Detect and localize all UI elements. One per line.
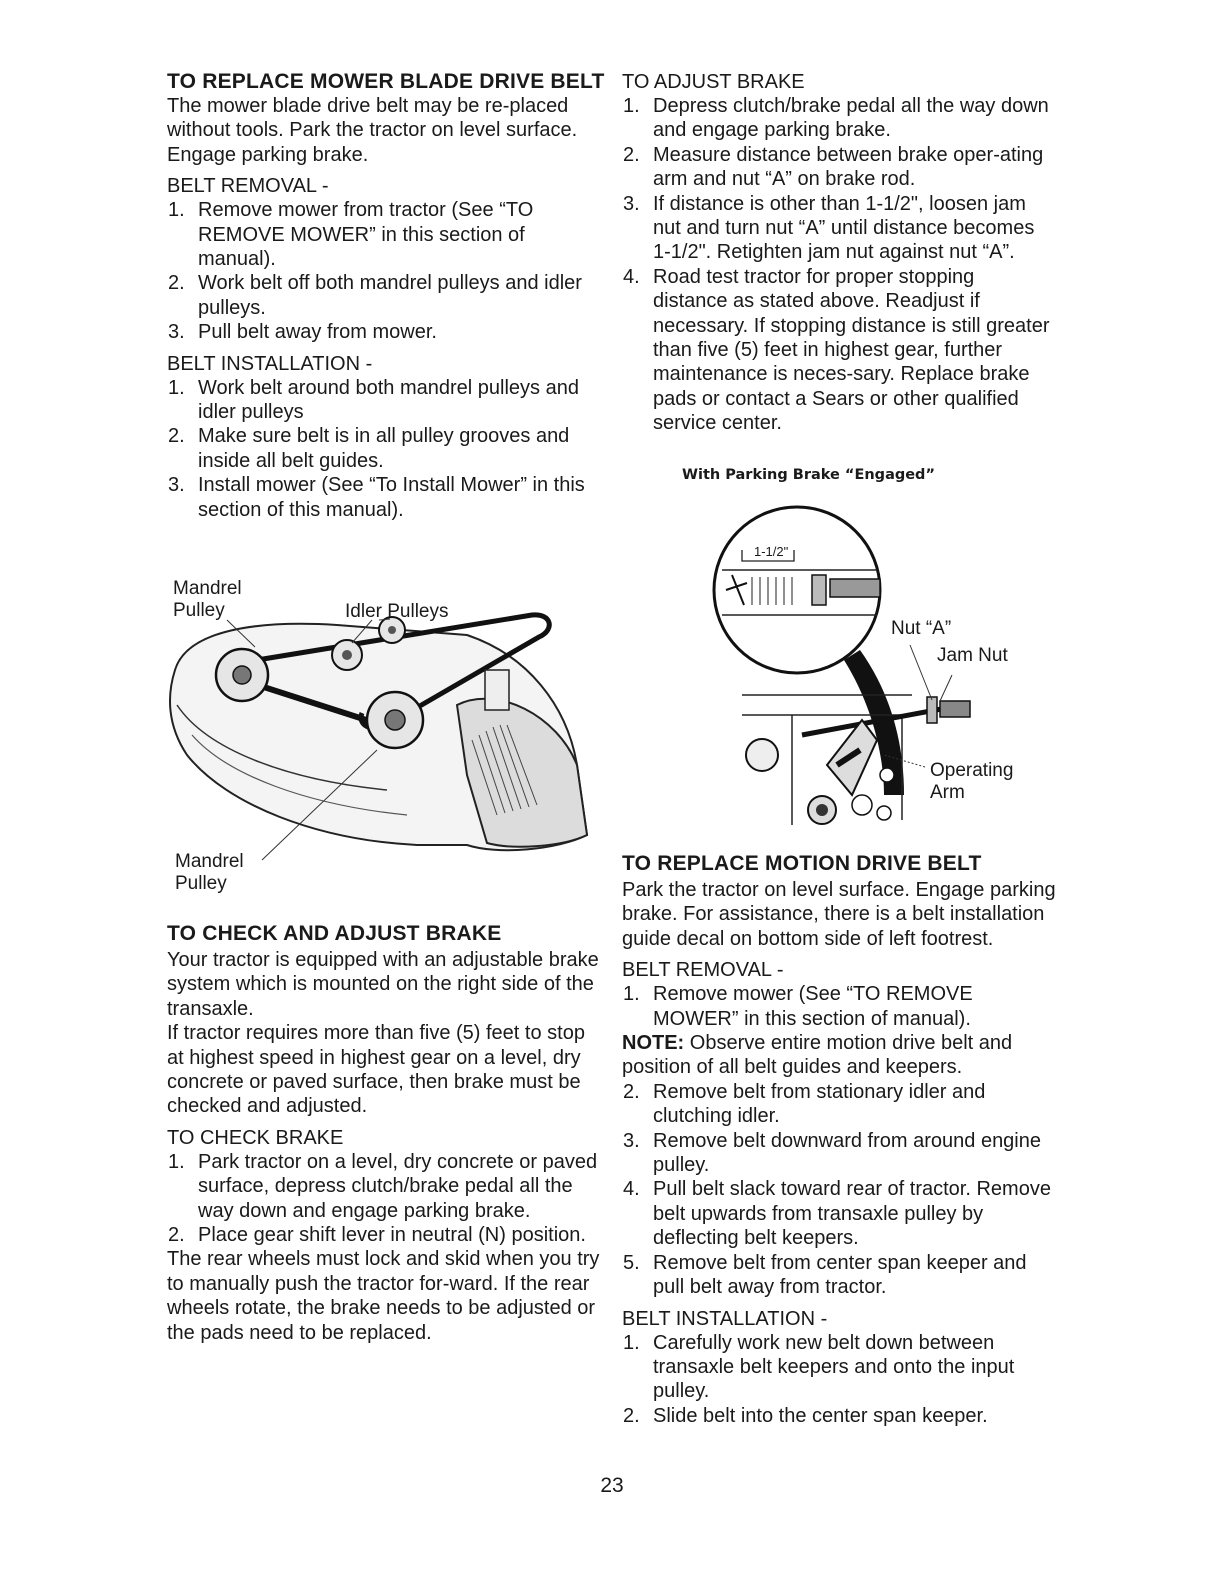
- dimension-label: 1-1/2": [754, 544, 789, 559]
- mandrel-pulley-top-label: Mandrel Pulley: [173, 578, 242, 621]
- list-item: 3. Install mower (See “To Install Mower” in this section of this manual).: [168, 474, 585, 521]
- belt-installation-list: [167, 376, 607, 522]
- list-item: 1. Work belt around both mandrel pulleys and idler pulleys: [168, 376, 579, 424]
- motion-install-heading: BELT INSTALLATION -: [622, 1307, 828, 1330]
- list-item: 3. If distance is other than 1-1/2", loosen jam nut and turn nut “A” until distance becomes 1-1/2". Retighten jam nut against nut “A”.: [623, 192, 1035, 264]
- brake-para-3: The rear wheels must lock and skid when you try to manually push the tractor for-ward. If the rear wheels rotate, the brake needs to be adjusted or the pads need to be replaced.: [167, 1248, 600, 1344]
- list-item: 3. Remove belt downward from around engine pulley.: [623, 1129, 1041, 1177]
- list-item: 1. Remove mower from tractor (See “TO REMOVE MOWER” in this section of manual).: [168, 199, 534, 271]
- list-item: 3. Pull belt away from mower.: [168, 321, 437, 344]
- belt-removal-list: [167, 198, 607, 344]
- motion-removal-heading: BELT REMOVAL -: [622, 959, 784, 982]
- motion-belt-intro: Park the tractor on level surface. Engage parking brake. For assistance, there is a belt installation guide decal on bottom side of left footrest.: [622, 879, 1056, 950]
- brake-para-2: If tractor requires more than five (5) feet to stop at highest speed in highest gear on a level, dry concrete or paved surface, then brake must be checked and adjusted.: [167, 1022, 585, 1118]
- list-item: 4. Road test tractor for proper stopping distance as stated above. Readjust if necessary. If stopping distance is still greater than five (5) feet in highest gear, further maintenance is neces-sary. Replace brake pads or contact a Sears or other qualified service center.: [623, 265, 1050, 435]
- list-item: 1. Park tractor on a level, dry concrete or paved surface, depress clutch/brake pedal all the way down and engage parking brake.: [168, 1150, 598, 1222]
- brake-figure: [622, 465, 1062, 835]
- list-item: 1. Carefully work new belt down between transaxle belt keepers and onto the input pulley.: [623, 1331, 1015, 1403]
- list-item: 1. Depress clutch/brake pedal all the way down and engage parking brake.: [623, 95, 1049, 142]
- check-brake-heading: TO CHECK BRAKE: [167, 1126, 344, 1149]
- mower-belt-title: TO REPLACE MOWER BLADE DRIVE BELT: [167, 70, 605, 93]
- list-item: 1. Remove mower (See “TO REMOVE MOWER” in this section of manual).: [623, 983, 973, 1030]
- brake-figure-caption: With Parking Brake “Engaged”: [682, 467, 935, 483]
- motion-removal-list-1: [622, 982, 1062, 1031]
- list-item: 2. Work belt off both mandrel pulleys and idler pulleys.: [168, 272, 582, 319]
- motion-belt-section: [622, 852, 1062, 1428]
- note-text: Observe entire motion drive belt and position of all belt guides and keepers.: [622, 1032, 1013, 1079]
- jam-nut-label: Jam Nut: [937, 645, 1008, 666]
- mower-belt-intro: The mower blade drive belt may be re-placed without tools. Park the tractor on level surface. Engage parking brake.: [167, 95, 578, 166]
- operating-arm-label: Operating Arm: [930, 760, 1014, 803]
- page-number: 23: [600, 1474, 624, 1497]
- adjust-brake-list: [622, 94, 1052, 436]
- idler-pulleys-label: Idler Pulleys: [345, 601, 449, 622]
- list-item: 2. Measure distance between brake oper-ating arm and nut “A” on brake rod.: [623, 143, 1044, 191]
- adjust-brake-heading: TO ADJUST BRAKE: [622, 71, 805, 93]
- list-item: 2. Place gear shift lever in neutral (N) position.: [168, 1224, 586, 1247]
- motion-install-list: [622, 1331, 1062, 1429]
- note-label: NOTE:: [622, 1032, 685, 1055]
- brake-title: TO CHECK AND ADJUST BRAKE: [167, 922, 502, 945]
- belt-removal-heading: BELT REMOVAL -: [167, 175, 329, 198]
- list-item: 2. Remove belt from stationary idler and clutching idler.: [623, 1080, 986, 1128]
- motion-removal-list-2: [622, 1080, 1062, 1300]
- belt-installation-heading: BELT INSTALLATION -: [167, 352, 373, 375]
- nut-a-label: Nut “A”: [891, 618, 952, 639]
- mower-deck-figure: [167, 575, 607, 900]
- mandrel-pulley-bottom-label: Mandrel Pulley: [175, 851, 244, 894]
- brake-section: [167, 922, 607, 1345]
- mower-belt-section: [167, 70, 607, 522]
- motion-note: [622, 1031, 1062, 1080]
- list-item: 2. Slide belt into the center span keeper.: [623, 1404, 988, 1427]
- brake-para-1: Your tractor is equipped with an adjustable brake system which is mounted on the right side of the transaxle.: [167, 949, 599, 1020]
- motion-belt-title: TO REPLACE MOTION DRIVE BELT: [622, 852, 982, 875]
- list-item: 4. Pull belt slack toward rear of tractor. Remove belt upwards from transaxle pulley by deflecting belt keepers.: [623, 1178, 1051, 1250]
- check-brake-list: [167, 1150, 607, 1248]
- adjust-brake-section: [622, 70, 1052, 436]
- list-item: 5. Remove belt from center span keeper and pull belt away from tractor.: [623, 1251, 1027, 1299]
- list-item: 2. Make sure belt is in all pulley grooves and inside all belt guides.: [168, 425, 570, 472]
